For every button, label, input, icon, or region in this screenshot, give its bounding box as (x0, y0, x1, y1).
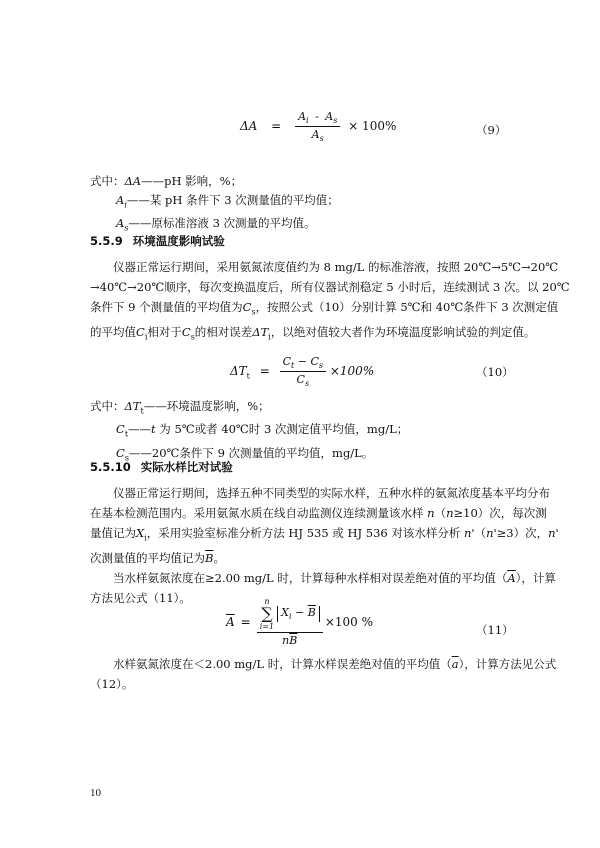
section-5-5-9-heading: 5.5.9 环境温度影响试验 (90, 234, 225, 248)
eq10-denominator: $C_s$ (296, 373, 310, 389)
eq11-fraction (257, 597, 323, 647)
eq11-numerator (257, 597, 323, 633)
equation-11-number: （11） (476, 623, 514, 637)
def10-row-2: $C_t——t$ 为 5℃或者 40℃时 3 次测定值平均值，mg/L； (116, 422, 409, 439)
eq10-lhs: ΔT (230, 364, 247, 379)
eq10-fraction (280, 355, 326, 388)
equation-10: $\Delta T_t$ = $\frac{C_t - C_s}{C_s}$ ×100% (230, 355, 375, 389)
eq9-multiplier: × 100% (348, 119, 397, 134)
eq11-absolute-value: $X_i - \overline{B}$ (277, 606, 320, 621)
eq11-multiplier: ×100 % (324, 615, 373, 629)
page-number: 10 (90, 787, 101, 799)
equation-9-number: （9） (476, 123, 507, 137)
eq11-equals: = (240, 615, 251, 629)
eq9-fraction (295, 110, 340, 143)
section-5-5-10-paragraph: 仪器正常运行期间，选择五种不同类型的实际水样，五种水样的氨氮浓度基本平均分布 在基本检测范围内。采用氨氮水质在线自动监测仪连续测量该水样 n（n≥10）次，每次测 量值记为$X_i$，采用实验室标准分析方法 HJ 535 或 HJ 536 对该水样分析 n'（n'≥3）次，n' 次测量值的平均值记为$\overline{B}$。 当水样氨氮浓度在≥2.00 mg/L 时，计算每种水样相对误差绝对值的平均值$(\overline{A})$，计算 方法见公式（11）。 (90, 486, 559, 606)
eq9-lhs: ΔA (240, 119, 258, 134)
eq11-denominator: $n\overline{B}$ (282, 634, 298, 647)
section-5-5-10-heading: 5.5.10 实际水样比对试验 (90, 460, 233, 474)
eq9-numerator: $A_i - A_s$ (295, 110, 340, 127)
paragraph-12-intro: 水样氨氮浓度在＜2.00 mg/L 时，计算水样误差绝对值的平均值$(\overline{a})$，计算方法见公式 （12）。 (90, 657, 557, 691)
eq11-lhs: $\overline{A}$ (226, 615, 235, 629)
eq10-numerator: $C_t - C_s$ (280, 355, 326, 372)
equation-9 (240, 110, 396, 143)
equation-11 (226, 597, 373, 647)
eq11-summation: n ∑ i=1 (259, 597, 275, 631)
eq10-equals: = (259, 364, 270, 379)
def10-row-1: 式中：$\Delta T_t——$环境温度影响，%； (90, 399, 270, 416)
definitions-10 (90, 397, 408, 467)
eq10-multiplier: ×100% (329, 364, 375, 379)
def9-row-1: 式中：ΔA——pH 影响，%； (90, 174, 243, 188)
eq9-denominator: $A_s$ (311, 128, 324, 144)
eq9-equals: = (271, 119, 282, 134)
def9-row-2: $A_i——$某 pH 条件下 3 次测量值的平均值； (116, 193, 339, 210)
def10-row-3: $C_s——20℃$条件下 9 次测量值的平均值，mg/L。 (116, 445, 374, 462)
definitions-9 (90, 172, 339, 238)
equation-10-number: （10） (476, 365, 514, 379)
section-5-5-9-paragraph: 仪器正常运行期间，采用氨氮浓度值约为 8 mg/L 的标准溶液，按照 20℃→5℃→20℃ →40℃→20℃顺序，每次变换温度后，所有仪器试剂稳定 5 小时后，连续测试 3 次。以 20℃ 条件下 9 个测量值的平均值为$C_s$，按照公式（10）分别计算 5℃和 40℃条件下 3 次测定值 的平均值$C_i$相对于$C_s$的相对误差$\Delta T_i$，以绝对值较大者作为环境温度影响试验的判定值。 (90, 260, 570, 342)
def9-row-3: $A_s——$原标准溶液 3 次测量的平均值。 (116, 216, 316, 233)
